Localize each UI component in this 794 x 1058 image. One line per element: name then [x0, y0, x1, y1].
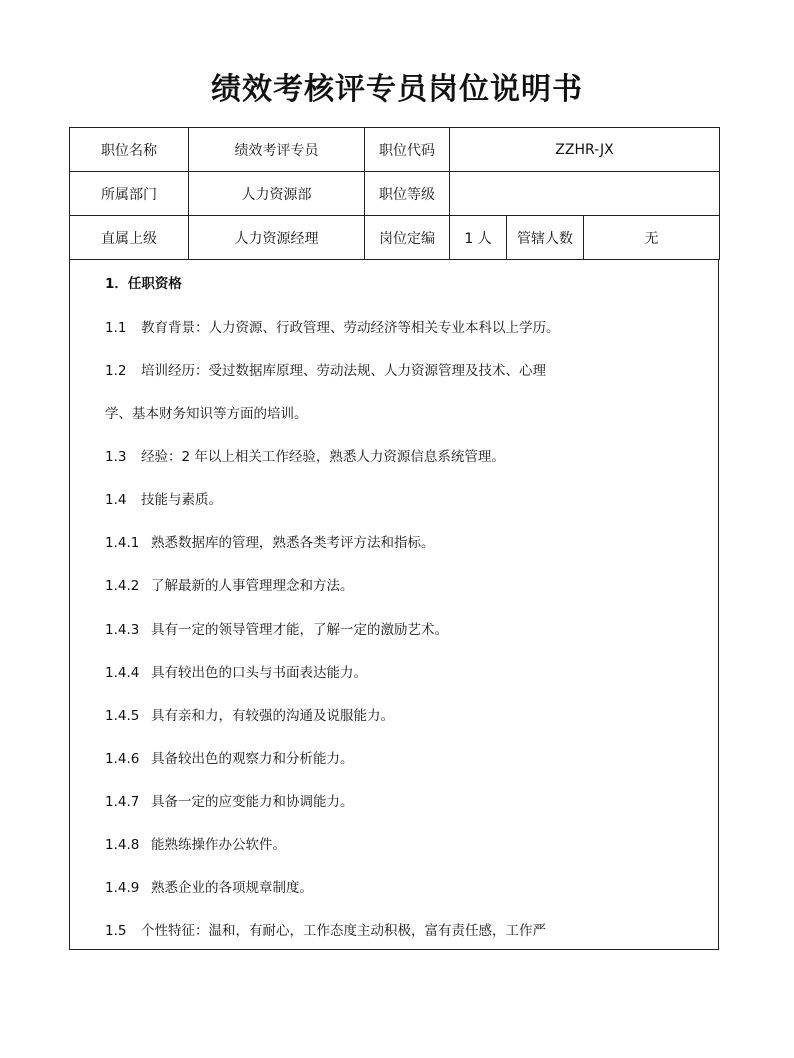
list-item [105, 790, 354, 810]
item-text: 具备一定的应变能力和协调能力。 [151, 794, 354, 810]
info-table [69, 127, 720, 260]
item-number: 1.4.9 [105, 880, 140, 896]
item-text: 具有一定的领导管理才能，了解一定的激励艺术。 [151, 622, 448, 638]
item-text: 学、基本财务知识等方面的培训。 [105, 406, 308, 422]
item-text: 个性特征：温和，有耐心，工作态度主动积极，富有责任感，工作严 [141, 923, 546, 939]
list-item-continuation [105, 402, 308, 422]
item-text: 经验：2 年以上相关工作经验，熟悉人力资源信息系统管理。 [141, 449, 505, 465]
item-text: 熟悉数据库的管理，熟悉各类考评方法和指标。 [151, 535, 435, 551]
list-item [105, 876, 313, 896]
list-item [105, 445, 505, 465]
position-name-label: 职位名称 [70, 128, 189, 172]
item-number: 1.4.1 [105, 535, 140, 551]
list-item [105, 747, 354, 767]
position-code-label: 职位代码 [365, 128, 450, 172]
position-code-value: ZZHR-JX [450, 128, 720, 172]
subordinates-label: 管辖人数 [507, 216, 584, 260]
item-text: 技能与素质。 [141, 492, 222, 508]
item-text: 培训经历：受过数据库原理、劳动法规、人力资源管理及技术、心理 [141, 363, 546, 379]
info-row [70, 172, 720, 216]
item-number: 1.4.4 [105, 665, 140, 681]
department-value: 人力资源部 [189, 172, 365, 216]
supervisor-value: 人力资源经理 [189, 216, 365, 260]
item-number: 1.4.8 [105, 837, 140, 853]
list-item [105, 574, 354, 594]
item-text: 具有亲和力，有较强的沟通及说服能力。 [151, 708, 394, 724]
headcount-value: 1 人 [450, 216, 507, 260]
list-item [105, 661, 367, 681]
item-number: 1.5 [105, 923, 127, 939]
item-text: 具有较出色的口头与书面表达能力。 [151, 665, 367, 681]
item-number: 1.3 [105, 449, 127, 465]
item-number: 1.4.6 [105, 751, 140, 767]
item-text: 了解最新的人事管理理念和方法。 [151, 578, 354, 594]
item-number: 1.1 [105, 320, 127, 336]
list-item [105, 704, 394, 724]
list-item [105, 359, 546, 379]
item-text: 教育背景：人力资源、行政管理、劳动经济等相关专业本科以上学历。 [141, 320, 560, 336]
item-number: 1.2 [105, 363, 127, 379]
list-item [105, 833, 286, 853]
section-heading: 1．任职资格 [105, 276, 182, 292]
item-number: 1.4 [105, 492, 127, 508]
info-row [70, 216, 720, 260]
list-item [105, 488, 222, 508]
document-title: 绩效考核评专员岗位说明书 [211, 72, 583, 107]
headcount-label: 岗位定编 [365, 216, 450, 260]
supervisor-label: 直属上级 [70, 216, 189, 260]
item-number: 1.4.2 [105, 578, 140, 594]
list-item [105, 919, 546, 939]
position-name-value: 绩效考评专员 [189, 128, 365, 172]
item-text: 熟悉企业的各项规章制度。 [151, 880, 313, 896]
subordinates-value: 无 [584, 216, 720, 260]
item-number: 1.4.7 [105, 794, 140, 810]
list-item [105, 316, 560, 336]
list-item [105, 531, 435, 551]
item-text: 具备较出色的观察力和分析能力。 [151, 751, 354, 767]
qualifications-section [69, 260, 719, 950]
department-label: 所属部门 [70, 172, 189, 216]
list-item [105, 618, 448, 638]
item-number: 1.4.3 [105, 622, 140, 638]
grade-label: 职位等级 [365, 172, 450, 216]
grade-value [450, 172, 720, 216]
item-text: 能熟练操作办公软件。 [151, 837, 286, 853]
info-row [70, 128, 720, 172]
item-number: 1.4.5 [105, 708, 140, 724]
